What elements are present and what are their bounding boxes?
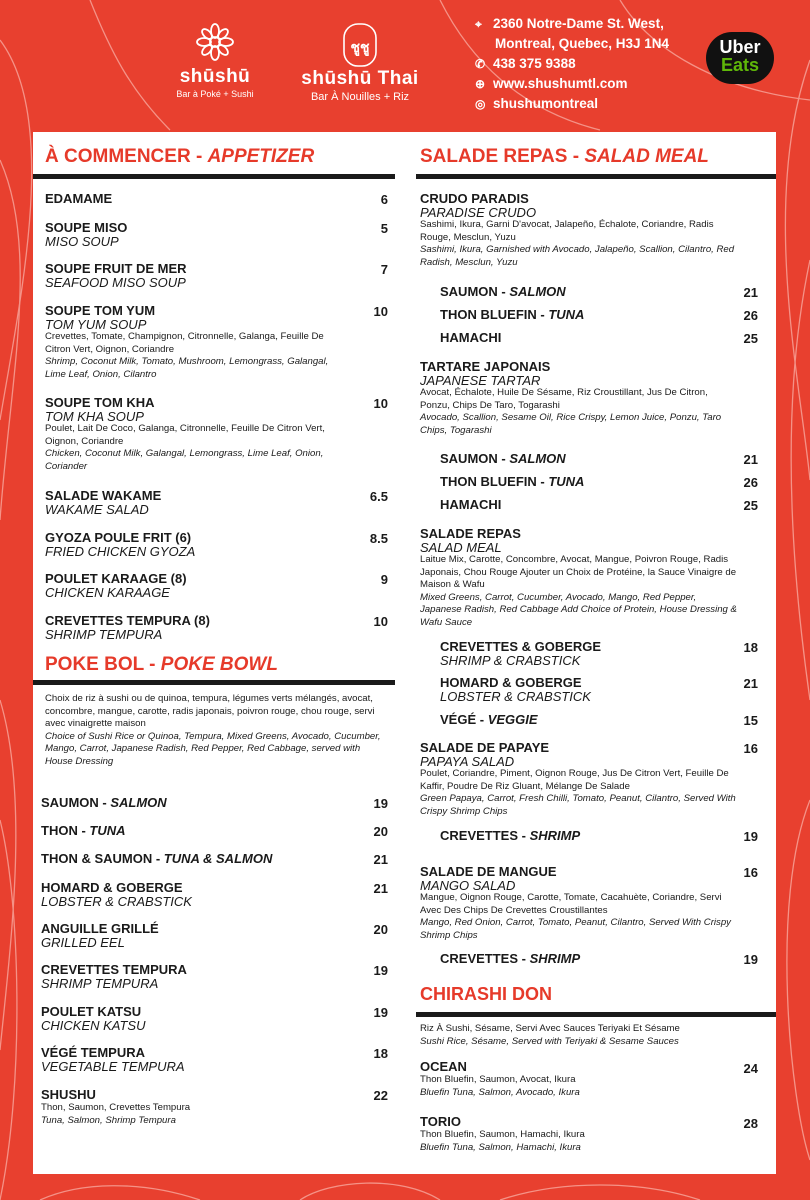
item-price: 25 [743,331,758,346]
option-item: SAUMON - SALMON [440,451,566,466]
header [0,0,810,130]
menu-item: POULET KARAAGE (8) CHICKEN KARAAGE [45,571,187,600]
menu-item: TORIO Thon Bluefin, Saumon, Hamachi, Ikura Bluefin Tuna, Salmon, Hamachi, Ikura [420,1114,585,1153]
section-divider [33,174,395,179]
option-item: CREVETTES - SHRIMP [440,828,581,843]
lotus-logo-icon [195,22,235,62]
chirashi-intro: Riz À Sushi, Sésame, Servi Avec Sauces Teriyaki Et Sésame Sushi Rice, Sésame, Served with Teriyaki & Sesame Sauces [420,1023,680,1047]
item-price: 18 [373,1046,388,1061]
item-price: 16 [743,865,758,880]
brand-name: shūshū Thai [301,68,419,89]
option-item: THON BLUEFIN - TUNA [440,474,585,489]
address-line-2: Montreal, Quebec, H3J 1N4 [495,36,670,51]
item-price: 21 [743,285,758,300]
menu-item: THON - TUNA [41,823,126,838]
location-pin-icon: ⌖ [475,17,482,31]
item-price: 20 [373,824,388,839]
item-price: 8.5 [369,531,388,546]
item-price: 19 [373,963,388,978]
eats-label: Eats [720,55,760,75]
item-price: 21 [373,852,388,867]
menu-item: TARTARE JAPONAIS JAPANESE TARTAR Avocat, Échalote, Huile De Sésame, Riz Croustillant, Jus De Citron, Ponzu, Chips De Taro, Togarashi Avocado, Scallion, Sesame Oil, Rice Crispy, Lemon Juice, Ponzu, Taro Chips, Togarashi [420,359,722,436]
section-divider [33,680,395,685]
item-price: 20 [373,922,388,937]
instagram-handle[interactable]: shushumontreal [493,96,599,111]
option-item: HOMARD & GOBERGE LOBSTER & CRABSTICK [440,675,591,704]
brand-name: shūshū [179,66,251,87]
menu-item: SOUPE TOM KHA TOM KHA SOUP Poulet, Lait De Coco, Galanga, Citronnelle, Feuille De Citron Vert, Oignon, Coriandre Chicken, Coconut Milk, Galangal, Lemongrass, Lime Leaf, Onion, Coriander [45,395,325,472]
menu-item: CRUDO PARADIS PARADISE CRUDO Sashimi, Ikura, Garni D'avocat, Jalapeño, Échalote, Coriandre, Radis Rouge, Mesclun, Yuzu Sashimi, Ikura, Garnished with Avocado, Jalapeño, Scallion, Cilantro, Red Radish, Mesclun, Yuzu [420,191,735,268]
brand-shushu-thai [280,22,440,103]
appetizer-title: À COMMENCER - APPETIZER [45,146,315,167]
menu-item: CREVETTES TEMPURA (8) SHRIMP TEMPURA [45,613,210,642]
item-price: 28 [743,1116,758,1131]
website-link[interactable]: www.shushumtl.com [493,76,628,91]
item-price: 22 [373,1088,388,1103]
menu-item: SALADE WAKAME WAKAME SALAD [45,488,162,517]
menu-item: OCEAN Thon Bluefin, Saumon, Avocat, Ikura Bluefin Tuna, Salmon, Avocado, Ikura [420,1059,580,1098]
instagram-icon: ◎ [475,97,486,111]
item-price: 10 [373,396,388,411]
item-price: 19 [373,796,388,811]
menu-item: POULET KATSU CHICKEN KATSU [41,1004,146,1033]
menu-item: SAUMON - SALMON [41,795,167,810]
uber-label: Uber [719,37,761,57]
menu-item: GYOZA POULE FRIT (6) FRIED CHICKEN GYOZA [45,530,196,559]
item-price: 5 [380,221,388,236]
item-price: 6 [380,192,388,207]
menu-item: SOUPE TOM YUM TOM YUM SOUP Crevettes, Tomate, Champignon, Citronnelle, Galanga, Feuille De Citron Vert, Oignon, Coriandre Shrimp, Coconut Milk, Tomato, Mushroom, Lemongrass, Galangal, Lime Leaf, Onion, Cilantro [45,303,329,380]
menu-item: SALADE REPAS SALAD MEAL Laitue Mix, Carotte, Concombre, Avocat, Mangue, Poivron Rouge, Radis Japonais, Chou Rouge Ajouter un Choix de Protéine, la Sauce Vinaigre de Maison & Wafu Mixed Greens, Carrot, Cucumber, Avocado, Mango, Red Pepper, Japanese Radish, Red Cabbage Add Choice of Protein, House Dressing & Wafu Sauce [420,526,737,628]
menu-item: SALADE DE MANGUE MANGO SALAD Mangue, Oignon Rouge, Carotte, Tomate, Cacahuète, Coriandre, Servi Avec Des Chips De Crevettes Croustillantes Mango, Red Onion, Carrot, Tomato, Peanut, Cilantro, Served With Crispy Shrimp Chips [420,864,731,941]
item-price: 9 [380,572,388,587]
item-price: 26 [743,475,758,490]
item-price: 19 [743,829,758,844]
thai-script-logo-icon [340,22,380,68]
section-divider [416,1012,776,1017]
contact-info [475,14,669,114]
globe-icon: ⊕ [475,77,486,91]
phone-icon: ✆ [475,57,486,71]
menu-item: SOUPE MISO MISO SOUP [45,220,128,249]
section-divider [416,174,776,179]
menu-item: THON & SAUMON - TUNA & SALMON [41,851,273,866]
uber-eats-badge[interactable] [706,32,774,84]
option-item: HAMACHI [440,497,502,512]
item-price: 24 [743,1061,758,1076]
menu-item: EDAMAME [45,191,113,206]
menu-item: SALADE DE PAPAYE PAPAYA SALAD Poulet, Coriandre, Piment, Oignon Rouge, Jus De Citron Vert, Feuille De Kaffir, Poudre De Riz Gluant, Mélange De Salade Green Papaya, Carrot, Fresh Chilli, Tomato, Peanut, Cilantro, Served With Crispy Shrimp Chips [420,740,736,817]
poke-bowl-title: POKE BOL - POKE BOWL [45,654,278,675]
menu-item: HOMARD & GOBERGE LOBSTER & CRABSTICK [41,880,192,909]
salad-meal-title: SALADE REPAS - SALAD MEAL [420,146,709,167]
poke-intro: Choix de riz à sushi ou de quinoa, tempura, légumes verts mélangés, avocat, concombre, mangue, carotte, radis japonais, poivron rouge, chou rouge, servi avec vinaigrette maison Choice of Sushi Rice or Quinoa, Tempura, Mixed Greens, Avocado, Cucumber, Mango, Carrot, Japanese Radish, Red Pepper, Red Cabbage, served with House Dressing [45,693,381,767]
option-item: THON BLUEFIN - TUNA [440,307,585,322]
option-item: CREVETTES & GOBERGE SHRIMP & CRABSTICK [440,639,602,668]
item-price: 7 [380,262,388,277]
item-price: 10 [373,304,388,319]
item-price: 19 [373,1005,388,1020]
menu-item: SHUSHU Thon, Saumon, Crevettes Tempura Tuna, Salmon, Shrimp Tempura [41,1087,191,1126]
menu-item: CREVETTES TEMPURA SHRIMP TEMPURA [41,962,187,991]
option-item: VÉGÉ - VEGGIE [440,712,538,727]
item-price: 21 [743,676,758,691]
address-line-1: 2360 Notre-Dame St. West, [493,16,664,31]
item-price: 19 [743,952,758,967]
item-price: 21 [373,881,388,896]
item-price: 16 [743,741,758,756]
brand-shushu [160,22,270,99]
brand-tagline: Bar à Poké + Sushi [176,89,254,99]
chirashi-title: CHIRASHI DON [420,984,553,1004]
option-item: CREVETTES - SHRIMP [440,951,581,966]
phone-number[interactable]: 438 375 9388 [493,56,576,71]
menu-item: ANGUILLE GRILLÉ GRILLED EEL [41,921,159,950]
item-price: 21 [743,452,758,467]
item-price: 25 [743,498,758,513]
item-price: 18 [743,640,758,655]
menu-item: VÉGÉ TEMPURA VEGETABLE TEMPURA [41,1045,185,1074]
item-price: 26 [743,308,758,323]
menu-panel [33,132,776,1174]
option-item: SAUMON - SALMON [440,284,566,299]
item-price: 6.5 [369,489,388,504]
item-price: 15 [743,713,758,728]
option-item: HAMACHI [440,330,502,345]
item-price: 10 [373,614,388,629]
menu-item: SOUPE FRUIT DE MER SEAFOOD MISO SOUP [45,261,187,290]
brand-tagline: Bar À Nouilles + Riz [310,91,410,103]
svg-text:ชูชู: ชูชู [350,40,370,56]
